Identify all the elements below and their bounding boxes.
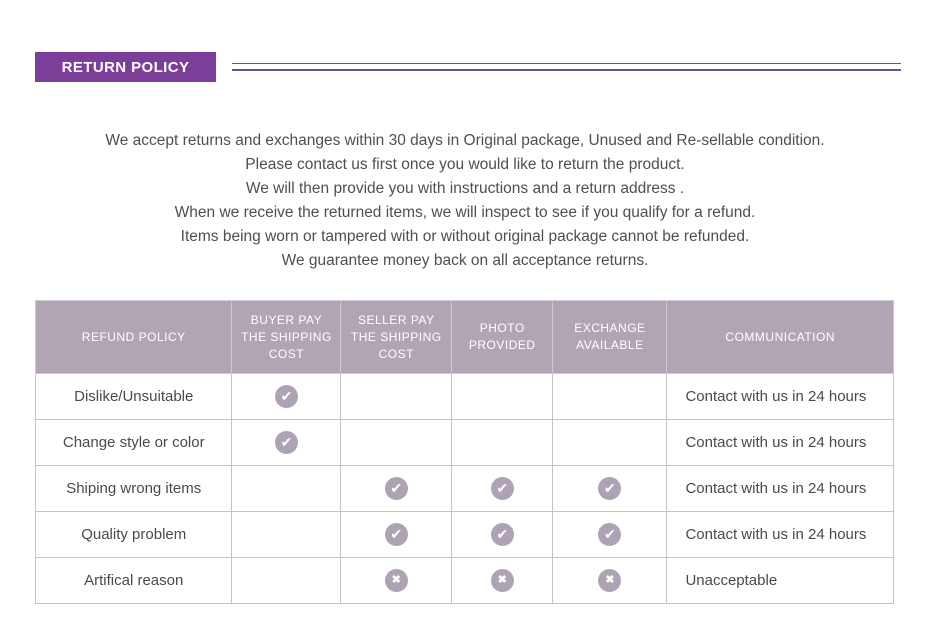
mark-cell <box>452 558 553 604</box>
column-header-refund-policy: REFUND POLICY <box>36 301 232 374</box>
intro-line: We guarantee money back on all acceptance returns. <box>281 252 649 269</box>
mark-cell <box>452 420 553 466</box>
mark-cell <box>341 466 452 512</box>
policy-label: Quality problem <box>36 512 232 558</box>
table-row <box>36 466 894 512</box>
cross-icon: ✖ <box>491 569 514 592</box>
mark-cell <box>341 512 452 558</box>
intro-line: We accept returns and exchanges within 30 days in Original package, Unused and Re-sellable condition. <box>105 132 825 149</box>
intro-line: When we receive the returned items, we will inspect to see if you qualify for a refund. <box>174 204 756 221</box>
table-row <box>36 512 894 558</box>
policy-label: Change style or color <box>36 420 232 466</box>
check-icon: ✔ <box>598 523 621 546</box>
communication-cell: Contact with us in 24 hours <box>667 420 894 466</box>
mark-cell <box>553 466 667 512</box>
decorative-double-rule <box>232 63 901 71</box>
table-row <box>36 374 894 420</box>
communication-cell: Contact with us in 24 hours <box>667 374 894 420</box>
policy-label: Shiping wrong items <box>36 466 232 512</box>
column-header-communication: COMMUNICATION <box>667 301 894 374</box>
table-header-row <box>36 301 894 374</box>
cross-icon: ✖ <box>385 569 408 592</box>
intro-line: Please contact us first once you would like to return the product. <box>245 156 685 173</box>
mark-cell <box>553 512 667 558</box>
table-row <box>36 558 894 604</box>
column-header-photo-provided: PHOTO PROVIDED <box>452 301 553 374</box>
intro-line: Items being worn or tampered with or without original package cannot be refunded. <box>180 228 750 245</box>
communication-cell: Contact with us in 24 hours <box>667 512 894 558</box>
section-header <box>35 52 901 82</box>
check-icon: ✔ <box>491 523 514 546</box>
mark-cell <box>452 512 553 558</box>
communication-cell: Contact with us in 24 hours <box>667 466 894 512</box>
mark-cell <box>341 558 452 604</box>
check-icon: ✔ <box>598 477 621 500</box>
check-icon: ✔ <box>491 477 514 500</box>
mark-cell <box>232 512 341 558</box>
communication-cell: Unacceptable <box>667 558 894 604</box>
table-row <box>36 420 894 466</box>
mark-cell <box>553 558 667 604</box>
check-icon: ✔ <box>275 431 298 454</box>
column-header-exchange-available: EXCHANGE AVAILABLE <box>553 301 667 374</box>
mark-cell <box>232 374 341 420</box>
refund-policy-table <box>35 300 894 604</box>
policy-label: Artifical reason <box>36 558 232 604</box>
mark-cell <box>341 374 452 420</box>
mark-cell <box>341 420 452 466</box>
return-policy-badge: RETURN POLICY <box>35 52 216 82</box>
intro-line: We will then provide you with instructions and a return address . <box>245 180 685 197</box>
mark-cell <box>232 558 341 604</box>
policy-intro-paragraph <box>0 129 930 273</box>
column-header-buyer-pay: BUYER PAY THE SHIPPING COST <box>232 301 341 374</box>
check-icon: ✔ <box>385 477 408 500</box>
mark-cell <box>232 466 341 512</box>
mark-cell <box>553 420 667 466</box>
mark-cell <box>452 466 553 512</box>
mark-cell <box>553 374 667 420</box>
cross-icon: ✖ <box>598 569 621 592</box>
policy-label: Dislike/Unsuitable <box>36 374 232 420</box>
column-header-seller-pay: SELLER PAY THE SHIPPING COST <box>341 301 452 374</box>
mark-cell <box>452 374 553 420</box>
check-icon: ✔ <box>385 523 408 546</box>
mark-cell <box>232 420 341 466</box>
check-icon: ✔ <box>275 385 298 408</box>
